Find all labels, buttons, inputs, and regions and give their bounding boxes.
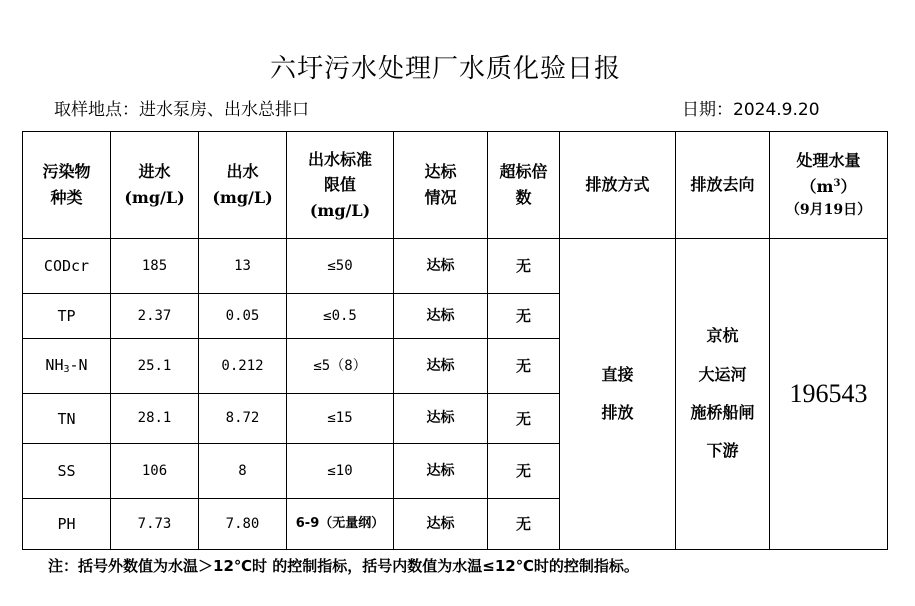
limit-value: ≤50 [287, 239, 394, 294]
effluent-value: 8.72 [199, 394, 287, 444]
pollutant-name: TN [23, 394, 111, 444]
exceed-value: 无 [488, 339, 560, 394]
influent-value: 2.37 [111, 294, 199, 339]
pollutant-name: TP [23, 294, 111, 339]
influent-value: 28.1 [111, 394, 199, 444]
sampling-location: 取样地点：进水泵房、出水总排口 [54, 100, 309, 120]
effluent-value: 0.212 [199, 339, 287, 394]
report-date: 日期：2024.9.20 [682, 100, 820, 120]
header-method: 排放方式 [560, 132, 676, 239]
water-quality-table [22, 131, 888, 550]
effluent-value: 8 [199, 444, 287, 499]
header-volume: 处理水量 $(m^3)$ （9月19日） [770, 132, 888, 239]
status-value: 达标 [394, 239, 488, 294]
header-status: 达标 情况 [394, 132, 488, 239]
footnote: 注：括号外数值为水温＞12℃时 的控制指标，括号内数值为水温≤12℃时的控制指标。 [48, 557, 639, 575]
effluent-value: 0.05 [199, 294, 287, 339]
header-influent: 进水 (mg/L) [111, 132, 199, 239]
table-row [23, 239, 888, 294]
exceed-value: 无 [488, 499, 560, 550]
report-title: 六圩污水处理厂水质化验日报 [269, 54, 621, 84]
limit-value: 6-9（无量纲） [287, 499, 394, 550]
influent-value: 106 [111, 444, 199, 499]
exceed-value: 无 [488, 444, 560, 499]
pollutant-name: $NH_3-N$ [23, 339, 111, 394]
pollutant-name: PH [23, 499, 111, 550]
exceed-value: 无 [488, 394, 560, 444]
header-row [23, 132, 888, 239]
exceed-value: 无 [488, 294, 560, 339]
influent-value: 185 [111, 239, 199, 294]
limit-value: ≤10 [287, 444, 394, 499]
influent-value: 7.73 [111, 499, 199, 550]
header-effluent: 出水 (mg/L) [199, 132, 287, 239]
status-value: 达标 [394, 294, 488, 339]
header-destination: 排放去向 [676, 132, 770, 239]
pollutant-name: CODcr [23, 239, 111, 294]
header-pollutant: 污染物 种类 [23, 132, 111, 239]
status-value: 达标 [394, 499, 488, 550]
header-limit: 出水标准 限值 (mg/L) [287, 132, 394, 239]
limit-value: ≤5（8） [287, 339, 394, 394]
discharge-destination: 京杭 大运河 施桥船闸 下游 [676, 239, 770, 550]
effluent-value: 7.80 [199, 499, 287, 550]
status-value: 达标 [394, 444, 488, 499]
influent-value: 25.1 [111, 339, 199, 394]
exceed-value: 无 [488, 239, 560, 294]
effluent-value: 13 [199, 239, 287, 294]
status-value: 达标 [394, 394, 488, 444]
limit-value: ≤15 [287, 394, 394, 444]
header-exceed: 超标倍 数 [488, 132, 560, 239]
limit-value: ≤0.5 [287, 294, 394, 339]
treated-volume: 196543 [770, 239, 888, 550]
status-value: 达标 [394, 339, 488, 394]
discharge-method: 直接 排放 [560, 239, 676, 550]
pollutant-name: SS [23, 444, 111, 499]
